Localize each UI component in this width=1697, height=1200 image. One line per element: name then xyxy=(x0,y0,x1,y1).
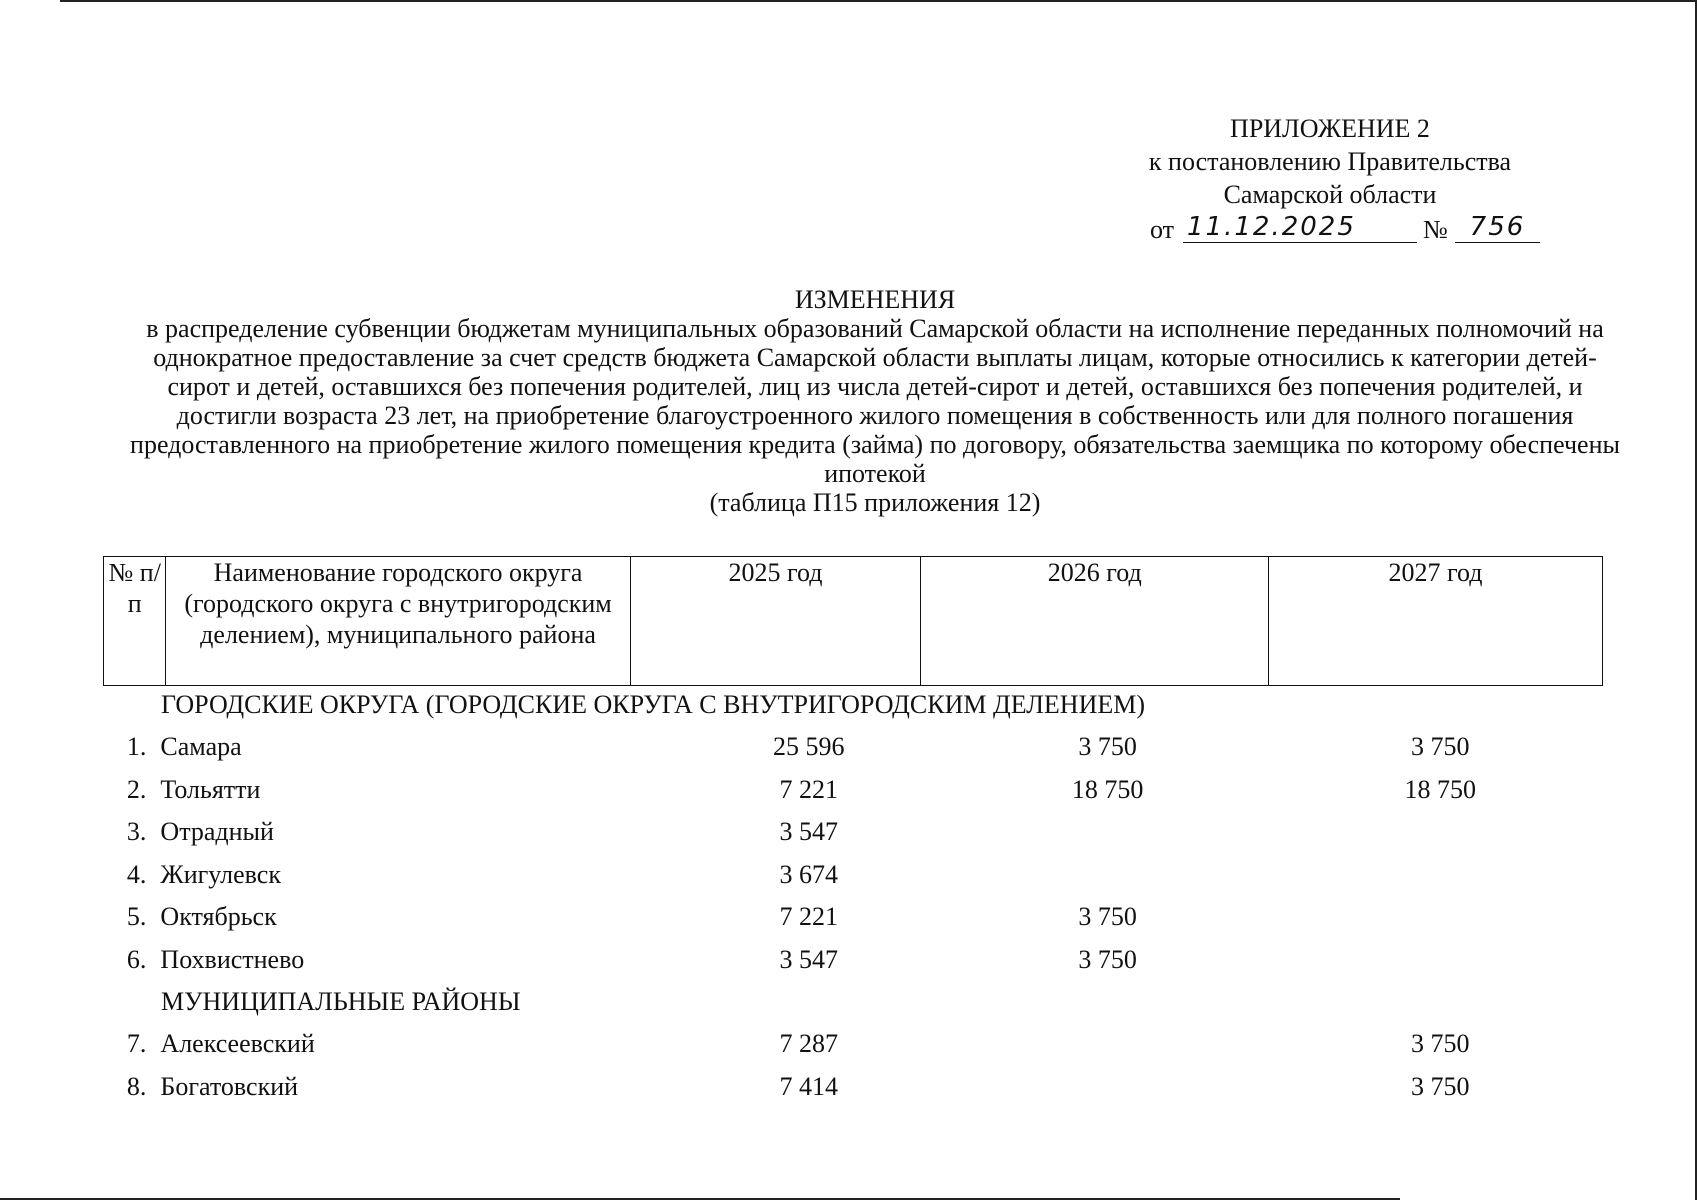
table-row xyxy=(103,939,1603,982)
row-name: Алексеевский xyxy=(160,1029,315,1059)
row-number: 5. xyxy=(126,902,147,932)
row-name: Жигулевск xyxy=(160,859,281,889)
value-2027: 3 750 xyxy=(1410,732,1470,762)
value-2025: 3 547 xyxy=(779,944,838,974)
number-prefix: № xyxy=(1423,215,1448,244)
allocation-table-body xyxy=(103,684,1603,1108)
title-reference: (таблица П15 приложения 12) xyxy=(709,488,1041,517)
title-heading: ИЗМЕНЕНИЯ xyxy=(794,285,956,314)
value-2026: 3 750 xyxy=(1078,732,1137,762)
row-number: 1. xyxy=(126,732,147,762)
value-2026: 3 750 xyxy=(1078,902,1137,932)
value-2025: 3 547 xyxy=(779,817,838,847)
header-2027: 2027 год xyxy=(1269,557,1603,686)
table-row xyxy=(103,769,1603,812)
title-text: в распределение субвенции бюджетам муниципальных образований Самарской области на исполнение переданных полномочий на однократное предоставление за счет средств бюджета Самарской области выплаты лицам, которые относились к категории детей-сирот и детей, оставшихся без попечения родителей, лиц из числа детей-сирот и детей, оставшихся без попечения родителей, и достигли возраста 23 лет, на приобретение благоустроенного жилого помещения в собственность или для полного погашения предоставленного на приобретение жилого помещения кредита (займа) по договору, обязательства заемщика по которому обеспечены ипотекой xyxy=(130,314,1620,488)
row-number: 6. xyxy=(126,944,147,974)
appendix-line-region: Самарской области xyxy=(1223,180,1437,209)
row-name: Богатовский xyxy=(160,1071,299,1101)
appendix-title: ПРИЛОЖЕНИЕ 2 xyxy=(1230,114,1430,143)
value-2025: 7 221 xyxy=(779,774,838,804)
value-2025: 7 221 xyxy=(779,902,838,932)
value-2027: 3 750 xyxy=(1410,1029,1470,1059)
row-number: 4. xyxy=(126,859,147,889)
table-row xyxy=(103,1023,1603,1066)
header-2025: 2025 год xyxy=(630,557,921,686)
section-title: МУНИЦИПАЛЬНЫЕ РАЙОНЫ xyxy=(161,987,521,1016)
section-row-municipal-districts xyxy=(103,981,1603,1023)
date-prefix: от xyxy=(1150,215,1175,244)
value-2025: 7 287 xyxy=(779,1029,838,1059)
row-number: 7. xyxy=(126,1029,147,1059)
value-2026: 3 750 xyxy=(1078,944,1137,974)
appendix-line-resolution: к постановлению Правительства xyxy=(1148,147,1512,176)
table-row xyxy=(103,854,1603,897)
value-2025: 3 674 xyxy=(779,859,838,889)
scan-edge-top xyxy=(60,0,1697,2)
value-2025: 7 414 xyxy=(779,1071,838,1101)
row-number: 3. xyxy=(126,817,147,847)
row-name: Тольятти xyxy=(160,774,261,804)
table-row xyxy=(103,896,1603,939)
table-row xyxy=(103,811,1603,854)
row-name: Похвистнево xyxy=(160,944,305,974)
appendix-block xyxy=(1080,112,1580,211)
row-name: Самара xyxy=(160,732,242,762)
row-number: 2. xyxy=(126,774,147,804)
document-title xyxy=(130,285,1620,517)
table-row xyxy=(103,726,1603,769)
allocation-table-header xyxy=(103,556,1603,686)
value-2027: 3 750 xyxy=(1410,1071,1470,1101)
row-name: Октябрьск xyxy=(160,902,277,932)
value-2026: 18 750 xyxy=(1071,774,1144,804)
value-2025: 25 596 xyxy=(772,732,845,762)
section-title: ГОРОДСКИЕ ОКРУГА (ГОРОДСКИЕ ОКРУГА С ВНУТРИГОРОДСКИМ ДЕЛЕНИЕМ) xyxy=(161,690,1146,719)
row-number: 8. xyxy=(126,1071,147,1101)
handwritten-number: 756 xyxy=(1455,212,1540,243)
table-row xyxy=(103,1066,1603,1109)
header-num: № п/п xyxy=(104,557,166,686)
header-2026: 2026 год xyxy=(921,557,1269,686)
handwritten-date: 11.12.2025 xyxy=(1183,212,1417,243)
header-name: Наименование городского округа (городского округа с внутригородским делением), муниципального района xyxy=(166,557,630,686)
value-2027: 18 750 xyxy=(1404,774,1476,804)
row-name: Отрадный xyxy=(160,817,274,847)
section-row-city-districts xyxy=(103,684,1603,726)
